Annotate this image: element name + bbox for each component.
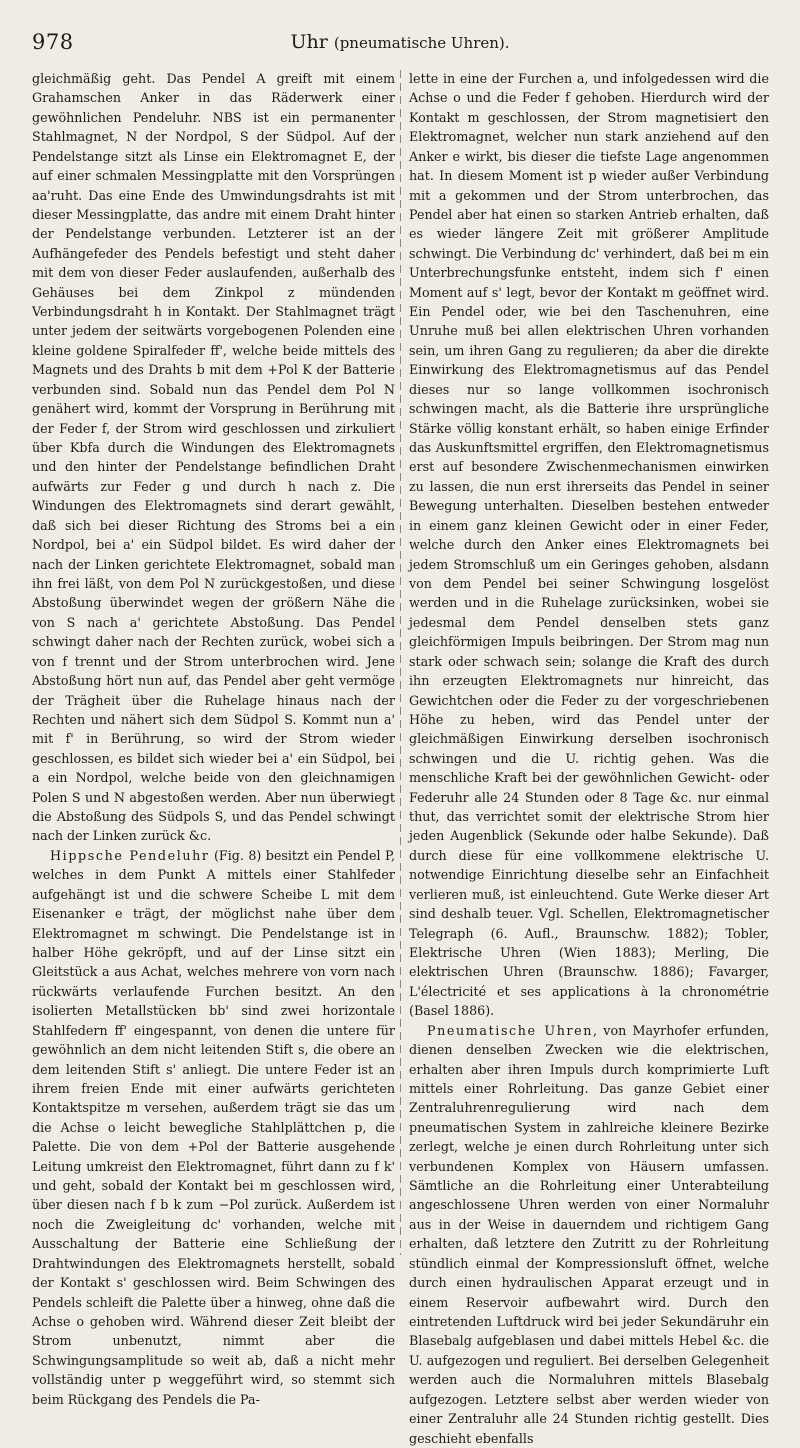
page-number: 978 xyxy=(32,30,74,54)
page-header xyxy=(32,30,768,64)
running-title xyxy=(32,31,768,53)
running-title-main: Uhr xyxy=(290,31,328,53)
paragraph-palette-continued: lette in eine der Furchen a, und infolgedessen wird die Achse o und die Feder f gehoben. Hierdurch wird der Kontakt m geschlossen, der Strom magnetisiert den Elektromagnet, welcher nun stark anziehend auf den Anker e wirkt, bis dieser die tiefste Lage angenommen hat. In diesem Moment ist p wieder außer Verbindung mit a gekommen und der Strom unterbrochen, das Pendel aber hat einen so starken Antrieb erhalten, daß es wieder längere Zeit mit größerer Amplitude schwingt. Die Verbindung dc' verhindert, daß bei m ein Unterbrechungsfunke entsteht, indem sich f' einen Moment auf s' legt, bevor der Kontakt m geöffnet wird. Ein Pendel oder, wie bei den Taschenuhren, eine Unruhe muß bei allen elektrischen Uhren vorhanden sein, um ihren Gang zu regulieren; da aber die direkte Einwirkung des Elektromagnetismus auf das Pendel dieses nur so lange vollkommen isochronisch schwingen macht, als die Batterie ihre ursprüngliche Stärke völlig konstant erhält, so haben einige Erfinder das Auskunftsmittel ergriffen, den Elektromagnetismus erst auf besondere Zwischenmechanismen einwirken zu lassen, die nun erst ihrerseits das Pendel in seiner Bewegung unterhalten. Dieselben bestehen entweder in einem ganz kleinen Gewicht oder in einer Feder, welche durch den Anker eines Elektromagnets bei jedem Stromschluß um ein Geringes gehoben, alsdann von dem Pendel bei seiner Schwingung losgelöst werden und in die Ruhelage zurücksinken, wobei sie jedesmal dem Pendel denselben stets ganz gleichförmigen Impuls beibringen. Der Strom mag nun stark oder schwach sein; solange die Kraft des durch ihn erzeugten Elektromagnets nur hinreicht, das Gewichtchen oder die Feder zu der vorgeschriebenen Höhe zu heben, wird das Pendel unter der gleichmäßigen Einwirkung derselben isochronisch schwingen und die U. richtig gehen. Was die menschliche Kraft bei der gewöhnlichen Gewicht- oder Federuhr alle 24 Stunden oder 8 Tage &c. nur einmal thut, das verrichtet somit der elektrische Strom hier jeden Augenblick (Sekunde oder halbe Sekunde). Daß durch diese für eine vollkommene elektrische U. notwendige Einrichtung dieselbe sehr an Einfachheit verlieren muß, ist einleuchtend. Gute Werke dieser Art sind deshalb teuer. Vgl. Schellen, Elektromagnetischer Telegraph (6. Aufl., Braunschw. 1882); Tobler, Elektrische Uhren (Wien 1883); Merling, Die elektrischen Uhren (Braunschw. 1886); Favarger, L'électricité et ses applications à la chronométrie (Basel 1886). xyxy=(409,71,769,1019)
paragraph-pneumatic-clocks xyxy=(409,1021,769,1448)
paragraph-pneumatic-clocks-text: , von Mayrhofer erfunden, dienen denselben Zwecken wie die elektrischen, erhalten aber ihren Impuls durch komprimierte Luft mittels einer Rohrleitung. Das ganze Gebiet einer Zentraluhrenregulierung wird nach dem pneumatischen System in zahlreiche kleinere Bezirke zerlegt, welche je einen durch Rohrleitung unter sich verbundenen Komplex von Häusern umfassen. Sämtliche an die Rohrleitung einer Unterabteilung angeschlossene Uhren werden von einer Normaluhr aus in der Weise in dauerndem und richtigem Gang erhalten, daß letztere den Zutritt zu der Rohrleitung stündlich einmal der Kompressionsluft öffnet, welche durch einen hydraulischen Apparat erzeugt und in einem Reservoir aufbewahrt wird. Durch den eintretenden Luftdruck wird bei jeder Sekundäruhr ein Blasebalg aufgeblasen und dabei mittels Hebel &c. die U. aufgezogen und reguliert. Bei derselben Gelegenheit werden auch die Normaluhren mittels Blasebalg aufgezogen. Letztere selbst aber werden wieder von einer Zentraluhr alle 24 Stunden richtig gestellt. Dies geschieht ebenfalls xyxy=(409,1022,769,1446)
running-title-sub: (pneumatische Uhren). xyxy=(333,34,510,52)
column-divider xyxy=(400,70,401,1255)
paragraph-hipp-clock-text: (Fig. 8) besitzt ein Pendel P, welches in dem Punkt A mittels einer Stahlfeder aufgehängt ist und die schwere Scheibe L mit dem Eisenanker e trägt, der möglichst nahe über dem Elektromagnet m schwingt. Die Pendelstange ist in halber Höhe gekröpft, und auf der Linse sitzt ein Gleitstück a aus Achat, welches mehrere von vorn nach rückwärts verlaufende Furchen besitzt. An den isolierten Metallstücken bb' sind zwei horizontale Stahlfedern ff' eingespannt, von denen die untere für gewöhnlich an dem nicht leitenden Stift s, die obere an dem leitenden Stift s' anliegt. Die untere Feder ist an ihrem freien Ende mit einer aufwärts gerichteten Kontaktspitze m versehen, außerdem trägt sie das um die Achse o leicht bewegliche Stahlplättchen p, die Palette. Die von dem +Pol der Batterie ausgehende Leitung umkreist den Elektromagnet, führt dann zu f k' und geht, sobald der Kontakt bei m geschlossen wird, über diesen nach f b k zum −Pol zurück. Außerdem ist noch die Zweigleitung dc' vorhanden, welche mit Ausschaltung der Batterie eine Schließung der Drahtwindungen des Elektromagnets herstellt, sobald der Kontakt s' geschlossen wird. Beim Schwingen des Pendels schleift die Palette über a hinweg, ohne daß die Achse o gehoben wird. Während dieser Zeit bleibt der Strom unbenutzt, nimmt aber die Schwingungsamplitude so weit ab, daß a nicht mehr vollständig unter p weggeführt wird, so stemmt sich beim Rückgang des Pendels die Pa- xyxy=(32,847,395,1407)
paragraph-electric-pendulum: gleichmäßig geht. Das Pendel A greift mit einem Grahamschen Anker in das Räderwerk einer gewöhnlichen Pendeluhr. NBS ist ein permanenter Stahlmagnet, N der Nordpol, S der Südpol. Auf der Pendelstange sitzt als Linse ein Elektromagnet E, der auf einer schmalen Messingplatte mit den Vorsprüngen aa'ruht. Das eine Ende des Umwindungsdrahts ist mit dieser Messingplatte, das andre mit einem Draht hinter der Pendelstange verbunden. Letzterer ist an der Aufhängefeder des Pendels befestigt und steht daher mit dem von dieser Feder auslaufenden, außerhalb des Gehäuses bei dem Zinkpol z mündenden Verbindungsdraht h in Kontakt. Der Stahlmagnet trägt unter jedem der seitwärts vorgebogenen Polenden eine kleine goldene Spiralfeder ff', welche beide mittels des Magnets und des Drahts b mit dem +Pol K der Batterie verbunden sind. Sobald nun das Pendel dem Pol N genähert wird, kommt der Vorsprung in Berührung mit der Feder f, der Strom wird geschlossen und zirkuliert über Kbfa durch die Windungen des Elektromagnets und den hinter der Pendelstange befindlichen Draht aufwärts zur Feder g und durch h nach z. Die Windungen des Elektromagnets sind derart gewählt, daß sich bei dieser Richtung des Stroms bei a ein Nordpol, bei a' ein Südpol bildet. Es wird daher der nach der Linken gerichtete Elektromagnet, sobald man ihn frei läßt, von dem Pol N zurückgestoßen, und diese Abstoßung überwindet wegen der größern Nähe die von S nach a' gerichtete Abstoßung. Das Pendel schwingt daher nach der Rechten zurück, wobei sich a von f trennt und der Strom unterbrochen wird. Jene Abstoßung hört nun auf, das Pendel aber geht vermöge der Trägheit über die Ruhelage hinaus nach der Rechten und nähert sich dem Südpol S. Kommt nun a' mit f' in Berührung, so wird der Strom wieder geschlossen, es bildet sich wieder bei a' ein Südpol, bei a ein Nordpol, welche beide von den gleichnamigen Polen S und N abgestoßen werden. Aber nun überwiegt die Abstoßung des Südpols S, und das Pendel schwingt nach der Linken zurück &c. xyxy=(32,71,395,844)
paragraph-hipp-clock xyxy=(32,846,395,1409)
lemma-hipp-clock: Hippsche Pendeluhr xyxy=(50,847,210,863)
left-column xyxy=(32,69,395,1407)
right-column xyxy=(409,69,769,1446)
lemma-pneumatic-clocks: Pneumatische Uhren xyxy=(427,1022,594,1038)
